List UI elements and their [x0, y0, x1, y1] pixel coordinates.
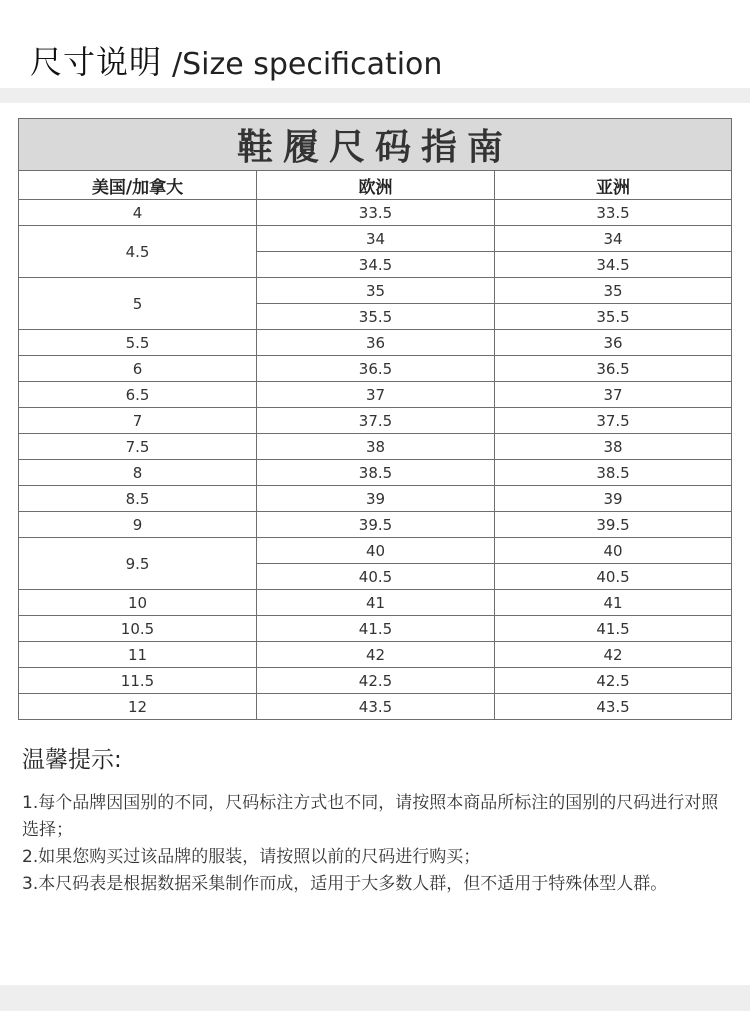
asia-size-cell: 43.5: [495, 694, 732, 720]
asia-size-cell: 39: [495, 486, 732, 512]
us-size-cell: 6: [19, 356, 257, 382]
bottom-divider-band: [0, 985, 750, 1011]
table-row: [19, 616, 732, 642]
asia-size-cell: 35: [495, 278, 732, 304]
asia-size-cell: 39.5: [495, 512, 732, 538]
eu-size-cell: 36: [257, 330, 495, 356]
tips-title: 温馨提示:: [22, 747, 122, 773]
eu-size-cell: 36.5: [257, 356, 495, 382]
table-row: [19, 382, 732, 408]
top-divider-band: [0, 88, 750, 103]
column-header-asia: 亚洲: [495, 171, 732, 200]
us-size-cell: 7.5: [19, 434, 257, 460]
table-title-row: [19, 119, 732, 171]
eu-size-cell: 42: [257, 642, 495, 668]
us-size-cell: 6.5: [19, 382, 257, 408]
table-title: 鞋履尺码指南: [19, 119, 732, 171]
table-row: [19, 512, 732, 538]
asia-size-cell: 40: [495, 538, 732, 564]
us-size-cell: 11.5: [19, 668, 257, 694]
asia-size-cell: 34.5: [495, 252, 732, 278]
column-header-eu: 欧洲: [257, 171, 495, 200]
us-size-cell: 8.5: [19, 486, 257, 512]
page-title-en: Size specification: [182, 47, 443, 82]
tip-item: 2.如果您购买过该品牌的服装，请按照以前的尺码进行购买；: [22, 847, 481, 867]
us-size-cell: 11: [19, 642, 257, 668]
tip-item: 3.本尺码表是根据数据采集制作而成，适用于大多数人群，但不适用于特殊体型人群。: [22, 874, 668, 894]
eu-size-cell: 41: [257, 590, 495, 616]
table-row: [19, 408, 732, 434]
us-size-cell: 5.5: [19, 330, 257, 356]
us-size-cell: 5: [19, 278, 257, 330]
asia-size-cell: 34: [495, 226, 732, 252]
asia-size-cell: 33.5: [495, 200, 732, 226]
eu-size-cell: 35.5: [257, 304, 495, 330]
size-table-container: [18, 118, 731, 720]
page-title-cn: 尺寸说明: [30, 43, 163, 81]
us-size-cell: 12: [19, 694, 257, 720]
table-row: [19, 694, 732, 720]
us-size-cell: 9.5: [19, 538, 257, 590]
title-separator: /: [172, 47, 183, 82]
table-row: [19, 486, 732, 512]
table-row: [19, 590, 732, 616]
asia-size-cell: 40.5: [495, 564, 732, 590]
eu-size-cell: 38.5: [257, 460, 495, 486]
table-row: [19, 278, 732, 304]
table-row: [19, 668, 732, 694]
asia-size-cell: 41.5: [495, 616, 732, 642]
eu-size-cell: 39: [257, 486, 495, 512]
us-size-cell: 7: [19, 408, 257, 434]
eu-size-cell: 40: [257, 538, 495, 564]
column-header-us: 美国/加拿大: [19, 171, 257, 200]
table-row: [19, 330, 732, 356]
asia-size-cell: 41: [495, 590, 732, 616]
asia-size-cell: 35.5: [495, 304, 732, 330]
table-row: [19, 200, 732, 226]
us-size-cell: 10.5: [19, 616, 257, 642]
page-header: [0, 0, 750, 88]
shoe-size-table: [18, 118, 732, 720]
us-size-cell: 9: [19, 512, 257, 538]
table-header-row: [19, 171, 732, 200]
asia-size-cell: 36.5: [495, 356, 732, 382]
eu-size-cell: 34: [257, 226, 495, 252]
eu-size-cell: 42.5: [257, 668, 495, 694]
us-size-cell: 4: [19, 200, 257, 226]
eu-size-cell: 37.5: [257, 408, 495, 434]
page-title-en-group: [172, 45, 442, 85]
eu-size-cell: 39.5: [257, 512, 495, 538]
asia-size-cell: 37.5: [495, 408, 732, 434]
eu-size-cell: 34.5: [257, 252, 495, 278]
table-row: [19, 460, 732, 486]
tips-section: [22, 742, 734, 898]
asia-size-cell: 36: [495, 330, 732, 356]
table-row: [19, 642, 732, 668]
eu-size-cell: 35: [257, 278, 495, 304]
asia-size-cell: 42: [495, 642, 732, 668]
tip-item: 1.每个品牌因国别的不同，尺码标注方式也不同，请按照本商品所标注的国别的尺码进行对照选择；: [22, 793, 719, 840]
us-size-cell: 4.5: [19, 226, 257, 278]
us-size-cell: 8: [19, 460, 257, 486]
eu-size-cell: 37: [257, 382, 495, 408]
asia-size-cell: 42.5: [495, 668, 732, 694]
eu-size-cell: 43.5: [257, 694, 495, 720]
table-row: [19, 538, 732, 564]
eu-size-cell: 38: [257, 434, 495, 460]
eu-size-cell: 33.5: [257, 200, 495, 226]
asia-size-cell: 37: [495, 382, 732, 408]
eu-size-cell: 40.5: [257, 564, 495, 590]
asia-size-cell: 38.5: [495, 460, 732, 486]
table-row: [19, 356, 732, 382]
asia-size-cell: 38: [495, 434, 732, 460]
table-row: [19, 434, 732, 460]
eu-size-cell: 41.5: [257, 616, 495, 642]
us-size-cell: 10: [19, 590, 257, 616]
